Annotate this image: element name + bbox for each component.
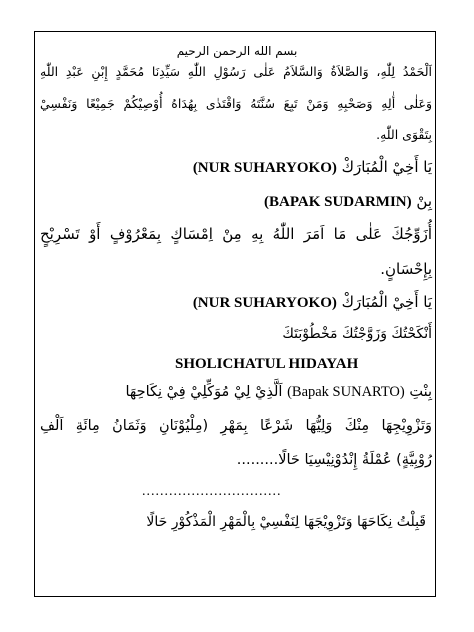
father-name: (BAPAK SUDARMIN): [263, 194, 412, 210]
bride-father: (Bapak SUNARTO): [287, 384, 405, 400]
document-frame: [34, 31, 436, 597]
opening-line-2: وَعَلٰى أٰلِهِ وَصَحْبِهِ وَمَنْ تَبِعَ سُنَّتَهُ وَاقْتَدٰى بِهُدَاهُ أُوْصِيْكُمْ جَمِيْعًا وَنَفْسِيْ: [40, 96, 432, 111]
binti-line: [40, 384, 432, 401]
ankahtuka-line: أَنْكَحْتُكَ وَزَوَّجْتُكَ مَخْطُوْبَتَكَ: [282, 326, 432, 342]
groom-name-2: (NUR SUHARYOKO): [192, 295, 337, 311]
groom-name-1: (NUR SUHARYOKO): [192, 160, 337, 176]
bin-line: [264, 192, 432, 211]
ijab-text-3: رُوْبِيَّةٍ) عُمْلَةُ إِنْدُوْنِيْسِيَا حَالًا.........: [236, 452, 432, 468]
bride-name: SHOLICHATUL HIDAYAH: [175, 356, 359, 372]
opening-line-1: اَلْحَمْدُ لِلّٰهِ، وَالصَّلاَةُ وَالسَّلاَمُ عَلٰى رَسُوْلِ اللّٰهِ سَيِّدِنَا مُحَمَّدٍ إِبْنِ عَبْدِ اللّٰهِ: [40, 64, 432, 79]
binti-arabic: بِنْتِ: [409, 384, 432, 400]
charge-line-2: بِإِحْسَانٍ.: [380, 260, 432, 278]
separator-dots: ...............................: [142, 484, 282, 499]
call-line-2: [193, 293, 432, 312]
ijab-text-1: اَلَّذِيْ لِيْ مُوَكِّلِيْ فِيْ نِكَاحِهَا: [125, 384, 283, 400]
call-arabic-1: يَا أَخِيْ الْمُبَارَكْ: [341, 158, 432, 176]
charge-line-1: أُزَوِّجُكَ عَلٰى مَا اَمَرَ اللّٰهُ بِهِ مِنْ اِمْسَاكٍ بِمَعْرُوْفٍ أَوْ تَسْرِيْحٍ: [40, 225, 432, 243]
bin-arabic: بِنْ: [416, 192, 432, 210]
qabul-line: قَبِلْتُ نِكَاحَهَا وَتَزْوِيْجَهَا لِنَفْسِيْ بِالْمَهْرِ الْمَذْكُوْرِ حَالًا: [146, 514, 426, 530]
opening-line-3: بِتَقْوَى اللّٰهِ.: [376, 127, 432, 142]
call-line-1: [193, 158, 432, 177]
ijab-text-2: وَتَزْوِيْجِهَا مِنْكَ وَلِيُّهَا شَرْعًا بِمَهْرِ (مِلْيُوْنَانِ وَثَمَانُ مِائَةِ اَلْفِ: [40, 418, 432, 434]
basmala: بسم الله الرحمن الرحيم: [176, 44, 298, 58]
call-arabic-2: يَا أَخِيْ الْمُبَارَكْ: [341, 293, 432, 311]
